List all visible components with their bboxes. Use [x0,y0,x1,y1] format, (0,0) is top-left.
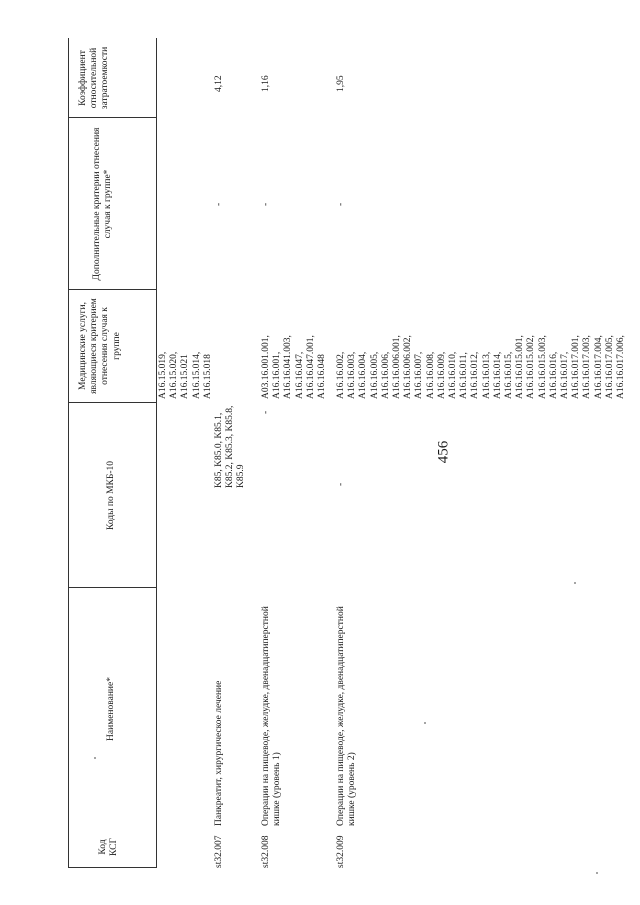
service-code: A16.15.019, [158,351,168,399]
service-code: A16.16.006.002, [403,335,414,399]
service-code: A16.16.014, [492,351,503,399]
service-code: A16.16.015.003, [537,335,548,399]
header-services: Медицинские услуги, являющиеся критерием отнесения случая к группе [78,298,122,394]
service-code: A16.16.015.002, [526,335,537,399]
service-code: A16.16.017.001, [571,335,582,399]
row-name: Панкреатит, хирургическое лечение [214,680,224,826]
header-coef: Коэффициент относительной затратоемкости [78,46,111,110]
service-code: A16.16.001, [272,351,283,399]
service-code: A16.16.041.003, [283,335,294,399]
header-criteria: Дополнительные критерии отнесения случая к группе* [92,127,114,281]
service-code: A16.16.017.004, [593,335,604,399]
service-code: A16.16.011, [459,352,470,399]
row-name: Операции на пищеводе, желудке, двенадцатиперстной кишке (уровень 1) [261,606,283,826]
service-code: A16.16.047, [294,351,305,399]
service-code: A16.16.015.001, [515,335,526,399]
service-code: A16.16.048 [317,354,328,399]
service-code: A16.16.017.003, [582,335,593,399]
col-divider [68,402,156,403]
scan-speck [94,757,96,759]
service-code: A16.16.012, [470,351,481,399]
row-code: st32.009 [336,835,346,868]
row-name: Операции на пищеводе, желудке, двенадцатиперстной кишке (уровень 2) [336,606,358,826]
row-coef: 1,95 [336,75,346,92]
row-criteria: - [261,202,271,206]
service-code: A16.16.017.006, [616,335,627,399]
service-code: A16.15.021 [180,354,191,399]
scan-speck [574,582,576,584]
row-coef: 1,16 [261,75,271,92]
row-services [261,289,328,399]
service-code: A16.16.017.005, [604,335,615,399]
service-code: A16.16.006.001, [392,335,403,399]
service-code: A03.16.001.001, [261,335,271,399]
row-criteria: - [336,202,346,206]
row-mkb: - [336,482,346,486]
row-criteria: - [214,202,224,206]
table-top-rule [68,38,69,868]
row-code: st32.007 [214,835,224,868]
row-mkb: K85, K85.0, K85.1, K85.2, K85.3, K85.8, K85.9 [214,405,247,488]
service-code: A16.16.010, [448,351,459,399]
header-bottom-rule [156,38,157,868]
scan-speck [424,722,426,724]
service-code: A16.16.013, [481,351,492,399]
row-mkb: - [261,410,271,414]
row-coef: 4,12 [214,75,224,92]
col-divider [68,117,156,118]
service-code: A16.16.047.001, [305,335,316,399]
service-code: A16.15.018 [202,354,213,399]
col-divider [68,289,156,290]
header-code: Код КСГ [98,838,120,856]
service-code: A16.16.007, [414,351,425,399]
page-number: 456 [435,440,452,464]
service-code: A16.16.003, [347,351,358,399]
service-code: A16.16.008, [425,351,436,399]
row-services [158,289,214,399]
header-name: Наименование* [106,677,116,741]
row-code: st32.008 [261,835,271,868]
service-code: A16.16.016, [548,351,559,399]
col-divider [68,587,156,588]
service-code: A16.16.004, [358,351,369,399]
service-code: A16.16.009, [436,351,447,399]
kcg-table [68,38,627,868]
service-code: A16.16.015, [504,351,515,399]
service-code: A16.16.006, [380,351,391,399]
scan-speck [596,872,598,874]
col-divider [68,867,156,868]
header-mkb: Коды по МКБ-10 [106,460,116,531]
service-code: A16.15.020, [169,351,180,399]
service-code: A16.16.002, [336,351,346,399]
service-code: A16.16.017, [560,351,571,399]
service-code: A16.16.005, [369,351,380,399]
row-services [336,287,627,399]
service-code: A16.15.014, [191,351,202,399]
